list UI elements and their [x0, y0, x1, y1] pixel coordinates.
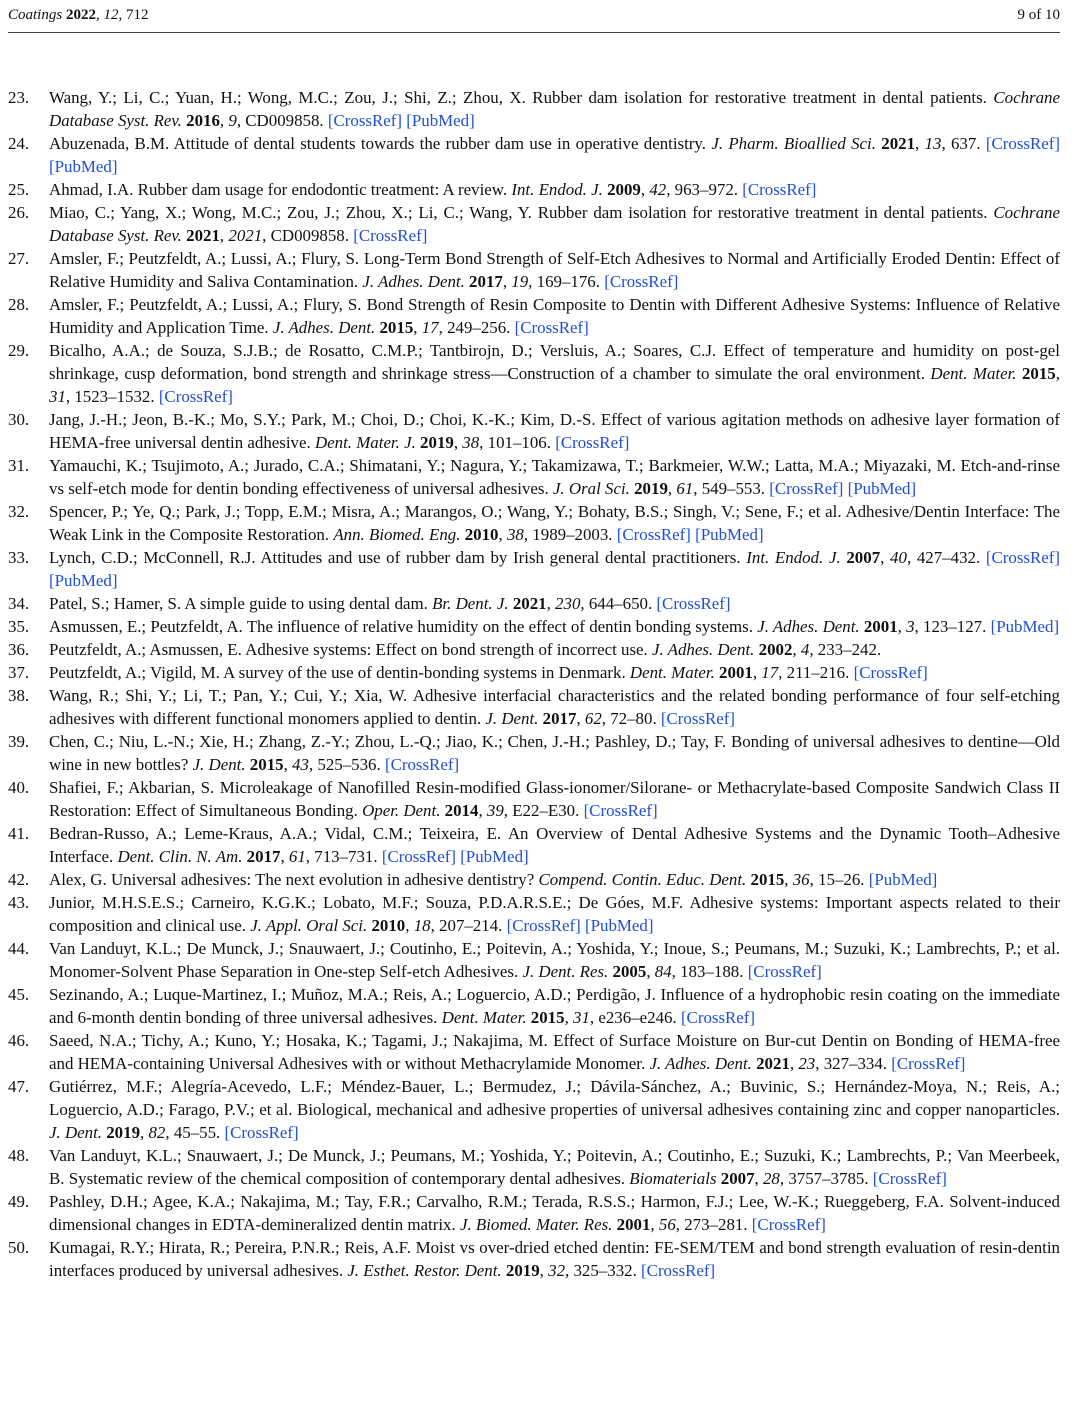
reference-pages: 1523–1532. [74, 387, 155, 406]
reference-pages: 644–650. [588, 594, 653, 613]
reference-title: A simple guide to using dental dam. [184, 594, 428, 613]
reference-title: Microleakage of Nanofilled Resin-modified Glass-ionomer/Silorane- or Methacrylate-based Composite Sandwich Class II Restoration: Effect of Simultaneous Bonding. [49, 778, 1060, 820]
reference-pages: 45–55. [173, 1123, 221, 1142]
reference-item [8, 730, 1060, 776]
reference-title: Universal adhesives: The next evolution in adhesive dentistry? [110, 870, 535, 889]
reference-pages: 963–972. [674, 180, 738, 199]
reference-year: 2015 [530, 1008, 565, 1027]
reference-year: 2001 [616, 1215, 651, 1234]
reference-text: Sezinando, A.; Luque-Martinez, I.; Muñoz, M.A.; Reis, A.; Loguercio, A.D.; Perdigão, J. Influence of a hydrophobic resin coating on the immediate and 6-month dentin bonding of three universal adhesives. Dent. Mater. 2015, 31, e236–e246. [CrossRef] [49, 985, 1061, 1027]
reference-volume: 32 [548, 1261, 566, 1280]
reference-year: 2017 [542, 709, 577, 728]
reference-number: 29. [8, 341, 30, 360]
reference-pages: 183–188. [680, 962, 744, 981]
reference-journal: Dent. Mater. [629, 663, 715, 682]
reference-title: Effect of temperature and humidity on post-gel shrinkage, cusp deformation, bond strength and shrinkage stress—Construction of a chamber to simulate the oral environment. [49, 341, 1060, 383]
reference-item [8, 339, 1060, 408]
reference-number: 36. [8, 640, 30, 659]
reference-title: Systematic review of the chemical composition of contemporary dental adhesives. [68, 1169, 626, 1188]
reference-year: 2017 [469, 272, 503, 291]
crossref-link[interactable]: [CrossRef] [680, 1008, 756, 1027]
reference-volume: 13 [924, 134, 942, 153]
crossref-link[interactable]: [CrossRef] [656, 594, 731, 613]
reference-title: Effect of Surface Moisture on Bur-cut Dentin on Bonding of HEMA-free and HEMA-containing Universal Adhesives with or without Methacrylamide Monomer. [49, 1031, 1060, 1073]
reference-journal: J. Adhes. Dent. [272, 318, 376, 337]
reference-authors: Yamauchi, K.; Tsujimoto, A.; Jurado, C.A.; Shimatani, Y.; Nagura, Y.; Takamizawa, T.; Barkmeier, W.W.; Latta, M.A.; Miyazaki, M. [49, 456, 956, 475]
reference-number: 32. [8, 502, 30, 521]
reference-year: 2002 [758, 640, 793, 659]
reference-volume: 56 [658, 1215, 676, 1234]
reference-volume: 17 [421, 318, 439, 337]
crossref-link[interactable]: [CrossRef] [381, 847, 456, 866]
crossref-link[interactable]: [CrossRef] [769, 479, 844, 498]
reference-text: Shafiei, F.; Akbarian, S. Microleakage of Nanofilled Resin-modified Glass-ionomer/Silorane- or Methacrylate-based Composite Sandwich Class II Restoration: Effect of Simultaneous Bonding. Oper. Dent. 2014, 39, E22–E30. [CrossRef] [49, 778, 1060, 820]
reference-journal: J. Dent. [485, 709, 539, 728]
reference-title: Rubber dam usage for endodontic treatment: A review. [137, 180, 508, 199]
pubmed-link[interactable]: [PubMed] [990, 617, 1060, 636]
reference-authors: Ahmad, I.A. [49, 180, 134, 199]
page-number: 9 of 10 [1017, 6, 1060, 23]
reference-journal: Cochrane Database Syst. Rev. [49, 203, 1060, 245]
reference-number: 47. [8, 1077, 30, 1096]
reference-journal: Dent. Mater. [441, 1008, 527, 1027]
reference-number: 50. [8, 1238, 30, 1257]
crossref-link[interactable]: [CrossRef] [353, 226, 428, 245]
reference-item [8, 408, 1060, 454]
reference-text: Abuzenada, B.M. Attitude of dental students towards the rubber dam use in operative dentistry. J. Pharm. Bioallied Sci. 2021, 13, 637. [CrossRef] [PubMed] [49, 134, 1060, 176]
reference-number: 35. [8, 617, 30, 636]
reference-title: Solvent-induced dimensional changes in EDTA-demineralized dentin matrix. [49, 1192, 1060, 1234]
reference-pages: 549–553. [701, 479, 766, 498]
reference-volume: 9 [228, 111, 237, 130]
reference-volume: 28 [762, 1169, 780, 1188]
reference-volume: 18 [413, 916, 431, 935]
reference-text: Gutiérrez, M.F.; Alegría-Acevedo, L.F.; Méndez-Bauer, L.; Bermudez, J.; Dávila-Sánchez, A.; Buvinic, S.; Hernández-Moya, N.; Reis, A.; Loguercio, A.D.; Farago, P.V.; et al. Biological, mechanical and adhesive properties of universal adhesives containing zinc and copper nanoparticles. J. Dent. 2019, 82, 45–55. [CrossRef] [49, 1077, 1060, 1142]
reference-number: 38. [8, 686, 30, 705]
crossref-link[interactable]: [CrossRef] [327, 111, 402, 130]
reference-journal: J. Adhes. Dent. [649, 1054, 752, 1073]
reference-number: 34. [8, 594, 30, 613]
reference-text: Yamauchi, K.; Tsujimoto, A.; Jurado, C.A.; Shimatani, Y.; Nagura, Y.; Takamizawa, T.; Barkmeier, W.W.; Latta, M.A.; Miyazaki, M. Etch-and-rinse vs self-etch mode for dentin bonding effectiveness of universal adhesives. J. Oral Sci. 2019, 61, 549–553. [CrossRef] [PubMed] [49, 456, 1060, 498]
reference-text: Wang, Y.; Li, C.; Yuan, H.; Wong, M.C.; Zou, J.; Shi, Z.; Zhou, X. Rubber dam isolation for restorative treatment in dental patients. Cochrane Database Syst. Rev. 2016, 9, CD009858. [CrossRef] [PubMed] [49, 88, 1060, 130]
reference-text: Bicalho, A.A.; de Souza, S.J.B.; de Rosatto, C.M.P.; Tantbirojn, D.; Versluis, A.; Soares, C.J. Effect of temperature and humidity on post-gel shrinkage, cusp deformation, bond strength and shrinkage stress—Construction of a chamber to simulate the oral environment. Dent. Mater. 2015, 31, 1523–1532. [CrossRef] [49, 341, 1060, 406]
reference-journal: Ann. Biomed. Eng. [333, 525, 461, 544]
reference-item [8, 661, 1060, 684]
reference-title: A survey of the use of dentin-bonding systems in Denmark. [223, 663, 626, 682]
reference-number: 40. [8, 778, 30, 797]
reference-pages: 249–256. [447, 318, 511, 337]
reference-volume: 38 [462, 433, 480, 452]
reference-number: 49. [8, 1192, 30, 1211]
reference-pages: 525–536. [317, 755, 381, 774]
crossref-link[interactable]: [CrossRef] [224, 1123, 299, 1142]
reference-title: Adhesive systems: Effect on bond strength of incorrect use. [245, 640, 648, 659]
reference-pages: 207–214. [439, 916, 503, 935]
reference-text: Ahmad, I.A. Rubber dam usage for endodontic treatment: A review. Int. Endod. J. 2009, 42, 963–972. [CrossRef] [49, 180, 817, 199]
reference-journal: J. Oral Sci. [552, 479, 630, 498]
reference-journal: J. Appl. Oral Sci. [250, 916, 368, 935]
reference-text: Peutzfeldt, A.; Asmussen, E. Adhesive systems: Effect on bond strength of incorrect use. J. Adhes. Dent. 2002, 4, 233–242. [49, 640, 882, 659]
reference-title: The influence of relative humidity on the effect of dentin bonding systems. [246, 617, 753, 636]
reference-year: 2009 [607, 180, 641, 199]
reference-title: Attitudes and use of rubber dam by Irish general dental practitioners. [260, 548, 741, 567]
reference-text: Van Landuyt, K.L.; Snauwaert, J.; De Munck, J.; Peumans, M.; Yoshida, Y.; Poitevin, A.; Coutinho, E.; Suzuki, K.; Lambrechts, P.; Van Meerbeek, B. Systematic review of the chemical composition of contemporary dental adhesives. Biomaterials 2007, 28, 3757–3785. [CrossRef] [49, 1146, 1060, 1188]
reference-pages: 72–80. [610, 709, 657, 728]
reference-pages: CD009858. [270, 226, 349, 245]
reference-year: 2017 [246, 847, 281, 866]
reference-year: 2005 [612, 962, 647, 981]
reference-year: 2001 [719, 663, 753, 682]
reference-title: Bonding of universal adhesives to dentine—Old wine in new bottles? [49, 732, 1060, 774]
reference-year: 2001 [863, 617, 898, 636]
reference-title: An Overview of Dental Adhesive Systems and the Dynamic Tooth–Adhesive Interface. [49, 824, 1061, 866]
reference-text: Bedran-Russo, A.; Leme-Kraus, A.A.; Vidal, C.M.; Teixeira, E. An Overview of Dental Adhesive Systems and the Dynamic Tooth–Adhesive Interface. Dent. Clin. N. Am. 2017, 61, 713–731. [CrossRef] [PubMed] [49, 824, 1061, 866]
crossref-link[interactable]: [CrossRef] [616, 525, 691, 544]
reference-number: 45. [8, 985, 30, 1004]
reference-journal: Dent. Clin. N. Am. [117, 847, 243, 866]
reference-authors: Amsler, F.; Peutzfeldt, A.; Lussi, A.; Flury, S. [49, 249, 360, 268]
reference-pages: 713–731. [314, 847, 378, 866]
reference-volume: 84 [654, 962, 672, 981]
reference-pages: 123–127. [923, 617, 987, 636]
reference-pages: e236–e246. [598, 1008, 677, 1027]
reference-year: 2019 [106, 1123, 141, 1142]
reference-text: Junior, M.H.S.E.S.; Carneiro, K.G.K.; Lobato, M.F.; Souza, P.D.A.R.S.E.; De Góes, M.F. Adhesive systems: Important aspects related to their composition and clinical use. J. Appl. Oral Sci. 2010, 18, 207–214. [CrossRef] [PubMed] [49, 893, 1061, 935]
reference-journal: J. Dent. [49, 1123, 102, 1142]
reference-volume: 4 [800, 640, 810, 659]
reference-item [8, 178, 1060, 201]
reference-authors: Miao, C.; Yang, X.; Wong, M.C.; Zou, J.; Zhou, X.; Li, C.; Wang, Y. [49, 203, 532, 222]
reference-number: 25. [8, 180, 30, 199]
reference-volume: 61 [676, 479, 694, 498]
reference-authors: Spencer, P.; Ye, Q.; Park, J.; Topp, E.M.; Misra, A.; Marangos, O.; Wang, Y.; Bohaty, B.S.; Singh, V.; Sene, F.; et al. [49, 502, 842, 521]
crossref-link[interactable]: [CrossRef] [641, 1261, 716, 1280]
reference-volume: 39 [486, 801, 504, 820]
reference-number: 41. [8, 824, 30, 843]
reference-year: 2019 [505, 1261, 540, 1280]
reference-journal: J. Dent. [192, 755, 246, 774]
reference-year: 2010 [464, 525, 499, 544]
reference-number: 30. [8, 410, 30, 429]
reference-year: 2021 [186, 226, 220, 245]
reference-number: 37. [8, 663, 30, 682]
reference-authors: Pashley, D.H.; Agee, K.A.; Nakajima, M.; Tay, F.R.; Carvalho, R.M.; Terada, R.S.S.; Harmon, F.J.; Lee, W.-K.; Rueggeberg, F.A. [49, 1192, 944, 1211]
reference-volume: 40 [890, 548, 907, 567]
pubmed-link[interactable]: [PubMed] [460, 847, 529, 866]
reference-volume: 2021 [228, 226, 263, 245]
reference-authors: Sezinando, A.; Luque-Martinez, I.; Muñoz, M.A.; Reis, A.; Loguercio, A.D.; Perdigão, J. [49, 985, 656, 1004]
reference-volume: 82 [148, 1123, 166, 1142]
reference-authors: Bedran-Russo, A.; Leme-Kraus, A.A.; Vidal, C.M.; Teixeira, E. [49, 824, 502, 843]
reference-volume: 38 [506, 525, 524, 544]
reference-number: 23. [8, 88, 30, 107]
reference-volume: 31 [573, 1008, 590, 1027]
reference-year: 2019 [634, 479, 668, 498]
reference-authors: Gutiérrez, M.F.; Alegría-Acevedo, L.F.; Méndez-Bauer, L.; Bermudez, J.; Dávila-Sánchez, A.; Buvinic, S.; Hernández-Moya, N.; Reis, A.; Loguercio, A.D.; Farago, P.V.; et al. [49, 1077, 1060, 1119]
reference-volume: 62 [584, 709, 602, 728]
reference-text: Wang, R.; Shi, Y.; Li, T.; Pan, Y.; Cui, Y.; Xia, W. Adhesive interfacial characteristics and the related bonding performance of four self-etching adhesives with different functional monomers applied to dentin. J. Dent. 2017, 62, 72–80. [CrossRef] [49, 686, 1060, 728]
reference-year: 2014 [444, 801, 479, 820]
reference-list [8, 86, 1060, 1282]
crossref-link[interactable]: [CrossRef] [604, 272, 679, 291]
reference-year: 2010 [371, 916, 406, 935]
reference-journal: J. Biomed. Mater. Res. [459, 1215, 613, 1234]
reference-volume: 36 [792, 870, 810, 889]
reference-number: 48. [8, 1146, 30, 1165]
reference-title: Adhesive/Dentin Interface: The Weak Link in the Composite Restoration. [49, 502, 1060, 544]
crossref-link[interactable]: [CrossRef] [514, 318, 589, 337]
reference-journal: Biomaterials [629, 1169, 717, 1188]
reference-item [8, 86, 1060, 132]
reference-number: 39. [8, 732, 30, 751]
reference-title: Rubber dam isolation for restorative treatment in dental patients. [537, 203, 988, 222]
reference-journal: J. Adhes. Dent. [757, 617, 860, 636]
reference-authors: Shafiei, F.; Akbarian, S. [49, 778, 215, 797]
reference-journal: Cochrane Database Syst. Rev. [49, 88, 1060, 130]
reference-journal: J. Esthet. Restor. Dent. [347, 1261, 502, 1280]
reference-volume: 230 [555, 594, 581, 613]
crossref-link[interactable]: [CrossRef] [853, 663, 928, 682]
reference-item [8, 201, 1060, 247]
reference-title: Monomer-Solvent Phase Separation in One-step Self-etch Adhesives. [49, 962, 519, 981]
reference-authors: Van Landuyt, K.L.; De Munck, J.; Snauwaert, J.; Coutinho, E.; Poitevin, A.; Yoshida, Y.; Inoue, S.; Peumans, M.; Suzuki, K.; Lambrechts, P.; et al. [49, 939, 1060, 958]
reference-authors: Peutzfeldt, A.; Asmussen, E. [49, 640, 242, 659]
reference-text: Miao, C.; Yang, X.; Wong, M.C.; Zou, J.; Zhou, X.; Li, C.; Wang, Y. Rubber dam isolation for restorative treatment in dental patients. Cochrane Database Syst. Rev. 2021, 2021, CD009858. [CrossRef] [49, 203, 1060, 245]
reference-year: 2016 [186, 111, 220, 130]
reference-year: 2019 [420, 433, 454, 452]
reference-pages: 101–106. [487, 433, 551, 452]
reference-year: 2007 [846, 548, 881, 567]
journal-volume: 12 [103, 6, 119, 23]
crossref-link[interactable]: [CrossRef] [384, 755, 460, 774]
reference-journal: Dent. Mater. [930, 364, 1017, 383]
reference-text: Chen, C.; Niu, L.-N.; Xie, H.; Zhang, Z.-Y.; Zhou, L.-Q.; Jiao, K.; Chen, J.-H.; Pashley, D.; Tay, F. Bonding of universal adhesives to dentine—Old wine in new bottles? J. Dent. 2015, 43, 525–536. [CrossRef] [49, 732, 1060, 774]
reference-number: 24. [8, 134, 30, 153]
crossref-link[interactable]: [CrossRef] [985, 134, 1060, 153]
page-header [8, 3, 1060, 27]
reference-authors: Wang, R.; Shi, Y.; Li, T.; Pan, Y.; Cui, Y.; Xia, W. [49, 686, 408, 705]
reference-pages: 233–242. [817, 640, 882, 659]
reference-text: Alex, G. Universal adhesives: The next evolution in adhesive dentistry? Compend. Contin. Educ. Dent. 2015, 36, 15–26. [PubMed] [49, 870, 938, 889]
reference-text: Lynch, C.D.; McConnell, R.J. Attitudes and use of rubber dam by Irish general dental practitioners. Int. Endod. J. 2007, 40, 427–432. [CrossRef] [PubMed] [49, 548, 1060, 590]
reference-pages: 637. [950, 134, 981, 153]
reference-title: Long-Term Bond Strength of Self-Etch Adhesives to Normal and Artificially Eroded Dentin: Effect of Relative Humidity and Saliva Contamination. [49, 249, 1060, 291]
reference-volume: 19 [511, 272, 529, 291]
reference-number: 42. [8, 870, 30, 889]
reference-text: Amsler, F.; Peutzfeldt, A.; Lussi, A.; Flury, S. Bond Strength of Resin Composite to Dentin with Different Adhesive Systems: Influence of Relative Humidity and Application Time. J. Adhes. Dent. 2015, 17, 249–256. [CrossRef] [49, 295, 1061, 337]
reference-item [8, 983, 1060, 1029]
crossref-link[interactable]: [CrossRef] [506, 916, 581, 935]
reference-authors: Amsler, F.; Peutzfeldt, A.; Lussi, A.; Flury, S. [49, 295, 362, 314]
reference-item [8, 1190, 1060, 1236]
reference-year: 2015 [1021, 364, 1056, 383]
pubmed-link[interactable]: [PubMed] [584, 916, 654, 935]
reference-authors: Chen, C.; Niu, L.-N.; Xie, H.; Zhang, Z.-Y.; Zhou, L.-Q.; Jiao, K.; Chen, J.-H.; Pashley, D.; Tay, F. [49, 732, 727, 751]
reference-item [8, 1075, 1060, 1144]
crossref-link[interactable]: [CrossRef] [555, 433, 630, 452]
reference-text: Saeed, N.A.; Tichy, A.; Kuno, Y.; Hosaka, K.; Tagami, J.; Nakajima, M. Effect of Surface Moisture on Bur-cut Dentin on Bonding of HEMA-free and HEMA-containing Universal Adhesives with or without Methacrylamide Monomer. J. Adhes. Dent. 2021, 23, 327–334. [CrossRef] [49, 1031, 1060, 1073]
reference-item [8, 615, 1060, 638]
reference-journal: Int. Endod. J. [746, 548, 841, 567]
reference-item [8, 1236, 1060, 1282]
reference-year: 2021 [756, 1054, 790, 1073]
article-number: 712 [125, 6, 149, 23]
reference-item [8, 891, 1060, 937]
reference-text: Jang, J.-H.; Jeon, B.-K.; Mo, S.Y.; Park, M.; Choi, D.; Choi, K.-K.; Kim, D.-S. Effect of various agitation methods on adhesive layer formation of HEMA-free universal dentin adhesive. Dent. Mater. J. 2019, 38, 101–106. [CrossRef] [49, 410, 1060, 452]
reference-text: Patel, S.; Hamer, S. A simple guide to using dental dam. Br. Dent. J. 2021, 230, 644–650. [CrossRef] [49, 594, 731, 613]
reference-year: 2015 [379, 318, 414, 337]
reference-pages: 325–332. [573, 1261, 637, 1280]
reference-journal: J. Adhes. Dent. [362, 272, 465, 291]
crossref-link[interactable]: [CrossRef] [872, 1169, 947, 1188]
reference-item [8, 247, 1060, 293]
reference-year: 2015 [249, 755, 284, 774]
reference-volume: 17 [761, 663, 779, 682]
reference-journal: Compend. Contin. Educ. Dent. [538, 870, 747, 889]
reference-text: Spencer, P.; Ye, Q.; Park, J.; Topp, E.M.; Misra, A.; Marangos, O.; Wang, Y.; Bohaty, B.S.; Singh, V.; Sene, F.; et al. Adhesive/Dentin Interface: The Weak Link in the Composite Restoration. Ann. Biomed. Eng. 2010, 38, 1989–2003. [CrossRef] [PubMed] [49, 502, 1060, 544]
reference-text: Peutzfeldt, A.; Vigild, M. A survey of the use of dentin-bonding systems in Denmark. Dent. Mater. 2001, 17, 211–216. [CrossRef] [49, 663, 928, 682]
reference-authors: Wang, Y.; Li, C.; Yuan, H.; Wong, M.C.; Zou, J.; Shi, Z.; Zhou, X. [49, 88, 526, 107]
reference-journal: Oper. Dent. [362, 801, 441, 820]
reference-item [8, 293, 1060, 339]
reference-title: Influence of a hydrophobic resin coating on the immediate and 6-month dentin bonding of three universal adhesives. [49, 985, 1061, 1027]
reference-number: 28. [8, 295, 30, 314]
reference-item [8, 1029, 1060, 1075]
reference-authors: Abuzenada, B.M. [49, 134, 170, 153]
reference-text: Asmussen, E.; Peutzfeldt, A. The influence of relative humidity on the effect of dentin bonding systems. J. Adhes. Dent. 2001, 3, 123–127. [PubMed] [49, 617, 1060, 636]
reference-pages: 3757–3785. [788, 1169, 869, 1188]
reference-volume: 42 [649, 180, 667, 199]
reference-number: 27. [8, 249, 30, 268]
reference-journal: Br. Dent. J. [432, 594, 509, 613]
reference-number: 33. [8, 548, 30, 567]
reference-title: Adhesive interfacial characteristics and the related bonding performance of four self-etching adhesives with different functional monomers applied to dentin. [49, 686, 1060, 728]
crossref-link[interactable]: [CrossRef] [985, 548, 1060, 567]
reference-authors: Peutzfeldt, A.; Vigild, M. [49, 663, 220, 682]
crossref-link[interactable]: [CrossRef] [583, 801, 658, 820]
reference-year: 2015 [750, 870, 785, 889]
crossref-link[interactable]: [CrossRef] [660, 709, 736, 728]
reference-authors: Patel, S.; Hamer, S. [49, 594, 182, 613]
reference-journal: J. Dent. Res. [522, 962, 609, 981]
crossref-link[interactable]: [CrossRef] [747, 962, 822, 981]
reference-pages: CD009858. [245, 111, 324, 130]
reference-item [8, 500, 1060, 546]
pubmed-link[interactable]: [PubMed] [847, 479, 917, 498]
reference-volume: 31 [49, 387, 66, 406]
crossref-link[interactable]: [CrossRef] [891, 1054, 966, 1073]
reference-item [8, 1144, 1060, 1190]
reference-title: Rubber dam isolation for restorative treatment in dental patients. [532, 88, 987, 107]
pubmed-link[interactable]: [PubMed] [49, 571, 118, 590]
reference-item [8, 132, 1060, 178]
reference-pages: 15–26. [818, 870, 865, 889]
reference-authors: Kumagai, R.Y.; Hirata, R.; Pereira, P.N.R.; Reis, A.F. [49, 1238, 411, 1257]
reference-authors: Van Landuyt, K.L.; Snauwaert, J.; De Munck, J.; Peumans, M.; Yoshida, Y.; Poitevin, A.; Coutinho, E.; Suzuki, K.; Lambrechts, P.; Van Meerbeek, B. [49, 1146, 1060, 1188]
reference-title: Moist vs over-dried etched dentin: FE-SEM/TEM and bond strength evaluation of resin-dentin interfaces produced by universal adhesives. [49, 1238, 1060, 1280]
reference-year: 2007 [720, 1169, 755, 1188]
reference-volume: 43 [292, 755, 309, 774]
reference-pages: 1989–2003. [532, 525, 613, 544]
reference-title: Biological, mechanical and adhesive properties of universal adhesives containing zinc and copper nanoparticles. [297, 1100, 1060, 1119]
reference-journal: Int. Endod. J. [511, 180, 603, 199]
reference-number: 46. [8, 1031, 30, 1050]
reference-text: Amsler, F.; Peutzfeldt, A.; Lussi, A.; Flury, S. Long-Term Bond Strength of Self-Etch Adhesives to Normal and Artificially Eroded Dentin: Effect of Relative Humidity and Saliva Contamination. J. Adhes. Dent. 2017, 19, 169–176. [CrossRef] [49, 249, 1060, 291]
reference-journal: Dent. Mater. J. [314, 433, 416, 452]
reference-number: 31. [8, 456, 30, 475]
reference-volume: 61 [288, 847, 306, 866]
reference-text: Pashley, D.H.; Agee, K.A.; Nakajima, M.; Tay, F.R.; Carvalho, R.M.; Terada, R.S.S.; Harmon, F.J.; Lee, W.-K.; Rueggeberg, F.A. Solvent-induced dimensional changes in EDTA-demineralized dentin matrix. J. Biomed. Mater. Res. 2001, 56, 273–281. [CrossRef] [49, 1192, 1060, 1234]
reference-title: Bond Strength of Resin Composite to Dentin with Different Adhesive Systems: Influence of Relative Humidity and Application Time. [49, 295, 1061, 337]
reference-authors: Saeed, N.A.; Tichy, A.; Kuno, Y.; Hosaka, K.; Tagami, J.; Nakajima, M. [49, 1031, 548, 1050]
reference-item [8, 868, 1060, 891]
pubmed-link[interactable]: [PubMed] [868, 870, 938, 889]
reference-year: 2021 [881, 134, 916, 153]
reference-title: Attitude of dental students towards the rubber dam use in operative dentistry. [173, 134, 707, 153]
reference-authors: Junior, M.H.S.E.S.; Carneiro, K.G.K.; Lobato, M.F.; Souza, P.D.A.R.S.E.; De Góes, M.F. [49, 893, 684, 912]
reference-item [8, 454, 1060, 500]
reference-text: Van Landuyt, K.L.; De Munck, J.; Snauwaert, J.; Coutinho, E.; Poitevin, A.; Yoshida, Y.; Inoue, S.; Peumans, M.; Suzuki, K.; Lambrechts, P.; et al. Monomer-Solvent Phase Separation in One-step Self-etch Adhesives. J. Dent. Res. 2005, 84, 183–188. [CrossRef] [49, 939, 1060, 981]
reference-item [8, 638, 1060, 661]
reference-item [8, 546, 1060, 592]
reference-volume: 23 [798, 1054, 816, 1073]
reference-pages: 273–281. [684, 1215, 748, 1234]
reference-journal: J. Pharm. Bioallied Sci. [711, 134, 876, 153]
header-divider [8, 32, 1060, 33]
reference-number: 44. [8, 939, 30, 958]
reference-volume: 3 [906, 617, 915, 636]
reference-title: Effect of various agitation methods on adhesive layer formation of HEMA-free universal dentin adhesive. [49, 410, 1060, 452]
reference-pages: 327–334. [823, 1054, 888, 1073]
reference-pages: 427–432. [916, 548, 981, 567]
reference-item [8, 776, 1060, 822]
reference-pages: E22–E30. [512, 801, 580, 820]
pubmed-link[interactable]: [PubMed] [695, 525, 764, 544]
crossref-link[interactable]: [CrossRef] [742, 180, 817, 199]
reference-authors: Lynch, C.D.; McConnell, R.J. [49, 548, 256, 567]
reference-pages: 211–216. [786, 663, 850, 682]
reference-authors: Alex, G. [49, 870, 107, 889]
journal-citation: Coatings 2022, 12, 712 [8, 6, 149, 23]
reference-number: 43. [8, 893, 30, 912]
reference-text: Kumagai, R.Y.; Hirata, R.; Pereira, P.N.R.; Reis, A.F. Moist vs over-dried etched dentin: FE-SEM/TEM and bond strength evaluation of resin-dentin interfaces produced by universal adhesives. J. Esthet. Restor. Dent. 2019, 32, 325–332. [CrossRef] [49, 1238, 1060, 1280]
reference-journal: J. Adhes. Dent. [651, 640, 755, 659]
pubmed-link[interactable]: [PubMed] [406, 111, 475, 130]
journal-year: 2022 [65, 6, 96, 23]
reference-pages: 169–176. [536, 272, 600, 291]
pubmed-link[interactable]: [PubMed] [49, 157, 118, 176]
reference-number: 26. [8, 203, 30, 222]
reference-item [8, 937, 1060, 983]
reference-item [8, 822, 1060, 868]
crossref-link[interactable]: [CrossRef] [158, 387, 233, 406]
reference-authors: Asmussen, E.; Peutzfeldt, A. [49, 617, 243, 636]
reference-authors: Bicalho, A.A.; de Souza, S.J.B.; de Rosatto, C.M.P.; Tantbirojn, D.; Versluis, A.; Soares, C.J. [49, 341, 717, 360]
journal-name: Coatings [8, 6, 63, 23]
reference-title: Etch-and-rinse vs self-etch mode for dentin bonding effectiveness of universal adhesives. [49, 456, 1060, 498]
reference-year: 2021 [512, 594, 547, 613]
reference-authors: Jang, J.-H.; Jeon, B.-K.; Mo, S.Y.; Park, M.; Choi, D.; Choi, K.-K.; Kim, D.-S. [49, 410, 596, 429]
reference-title: Adhesive systems: Important aspects related to their composition and clinical use. [49, 893, 1061, 935]
reference-item [8, 592, 1060, 615]
crossref-link[interactable]: [CrossRef] [751, 1215, 826, 1234]
reference-item [8, 684, 1060, 730]
